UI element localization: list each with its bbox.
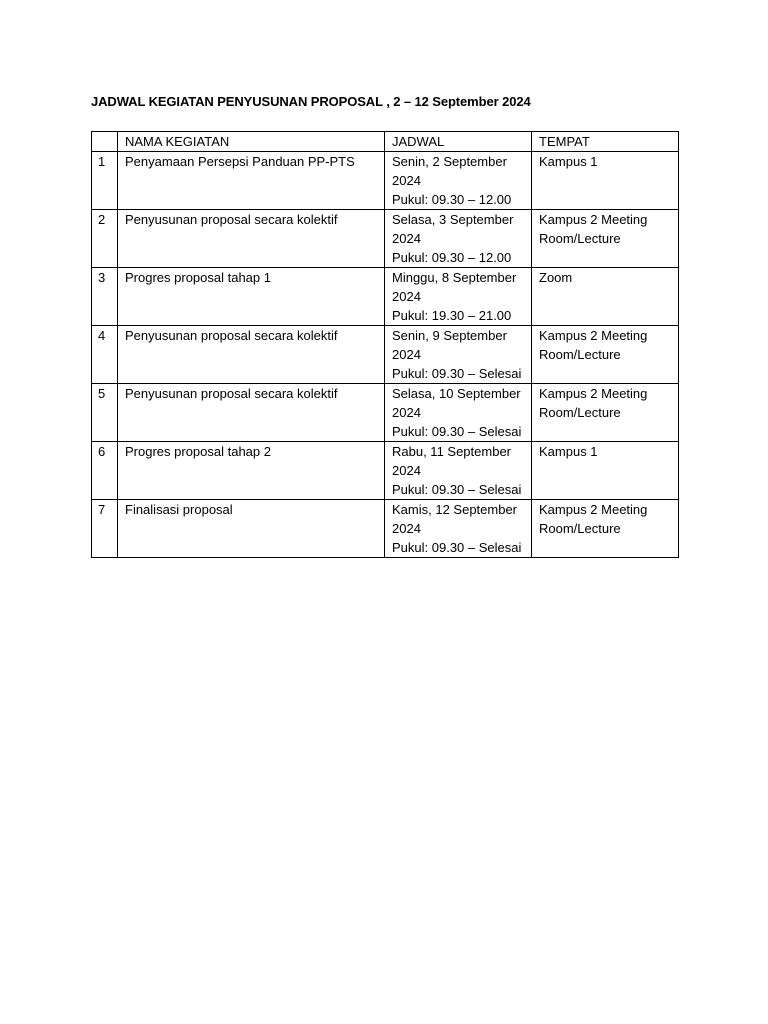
row-number: 1 bbox=[92, 152, 118, 210]
location-cell: Kampus 2 Meeting Room/Lecture bbox=[532, 500, 679, 558]
header-nama-kegiatan: NAMA KEGIATAN bbox=[118, 132, 385, 152]
activity-name: Penyamaan Persepsi Panduan PP-PTS bbox=[118, 152, 385, 210]
schedule-cell: Minggu, 8 September 2024 Pukul: 19.30 – 21.00 bbox=[385, 268, 532, 326]
schedule-cell: Selasa, 10 September 2024 Pukul: 09.30 – Selesai bbox=[385, 384, 532, 442]
row-number: 6 bbox=[92, 442, 118, 500]
page-title: JADWAL KEGIATAN PENYUSUNAN PROPOSAL , 2 – 12 September 2024 bbox=[91, 94, 531, 109]
location-cell: Kampus 2 Meeting Room/Lecture bbox=[532, 384, 679, 442]
schedule-cell: Rabu, 11 September 2024 Pukul: 09.30 – Selesai bbox=[385, 442, 532, 500]
header-tempat: TEMPAT bbox=[532, 132, 679, 152]
row-number: 7 bbox=[92, 500, 118, 558]
row-number: 5 bbox=[92, 384, 118, 442]
activity-name: Finalisasi proposal bbox=[118, 500, 385, 558]
schedule-cell: Senin, 9 September 2024 Pukul: 09.30 – Selesai bbox=[385, 326, 532, 384]
activity-name: Penyusunan proposal secara kolektif bbox=[118, 326, 385, 384]
location-cell: Kampus 1 bbox=[532, 152, 679, 210]
table-row bbox=[92, 500, 679, 558]
schedule-cell: Selasa, 3 September 2024 Pukul: 09.30 – 12.00 bbox=[385, 210, 532, 268]
row-number: 3 bbox=[92, 268, 118, 326]
location-cell: Kampus 1 bbox=[532, 442, 679, 500]
table-row bbox=[92, 268, 679, 326]
schedule-table bbox=[91, 131, 679, 558]
table-row bbox=[92, 326, 679, 384]
row-number: 2 bbox=[92, 210, 118, 268]
schedule-cell: Senin, 2 September 2024 Pukul: 09.30 – 12.00 bbox=[385, 152, 532, 210]
location-cell: Kampus 2 Meeting Room/Lecture bbox=[532, 210, 679, 268]
header-jadwal: JADWAL bbox=[385, 132, 532, 152]
location-cell: Kampus 2 Meeting Room/Lecture bbox=[532, 326, 679, 384]
table-row bbox=[92, 384, 679, 442]
location-cell: Zoom bbox=[532, 268, 679, 326]
schedule-cell: Kamis, 12 September 2024 Pukul: 09.30 – Selesai bbox=[385, 500, 532, 558]
row-number: 4 bbox=[92, 326, 118, 384]
header-no bbox=[92, 132, 118, 152]
table-row bbox=[92, 210, 679, 268]
table-header-row bbox=[92, 132, 679, 152]
activity-name: Progres proposal tahap 1 bbox=[118, 268, 385, 326]
activity-name: Penyusunan proposal secara kolektif bbox=[118, 384, 385, 442]
activity-name: Penyusunan proposal secara kolektif bbox=[118, 210, 385, 268]
activity-name: Progres proposal tahap 2 bbox=[118, 442, 385, 500]
table-row bbox=[92, 442, 679, 500]
table-row bbox=[92, 152, 679, 210]
